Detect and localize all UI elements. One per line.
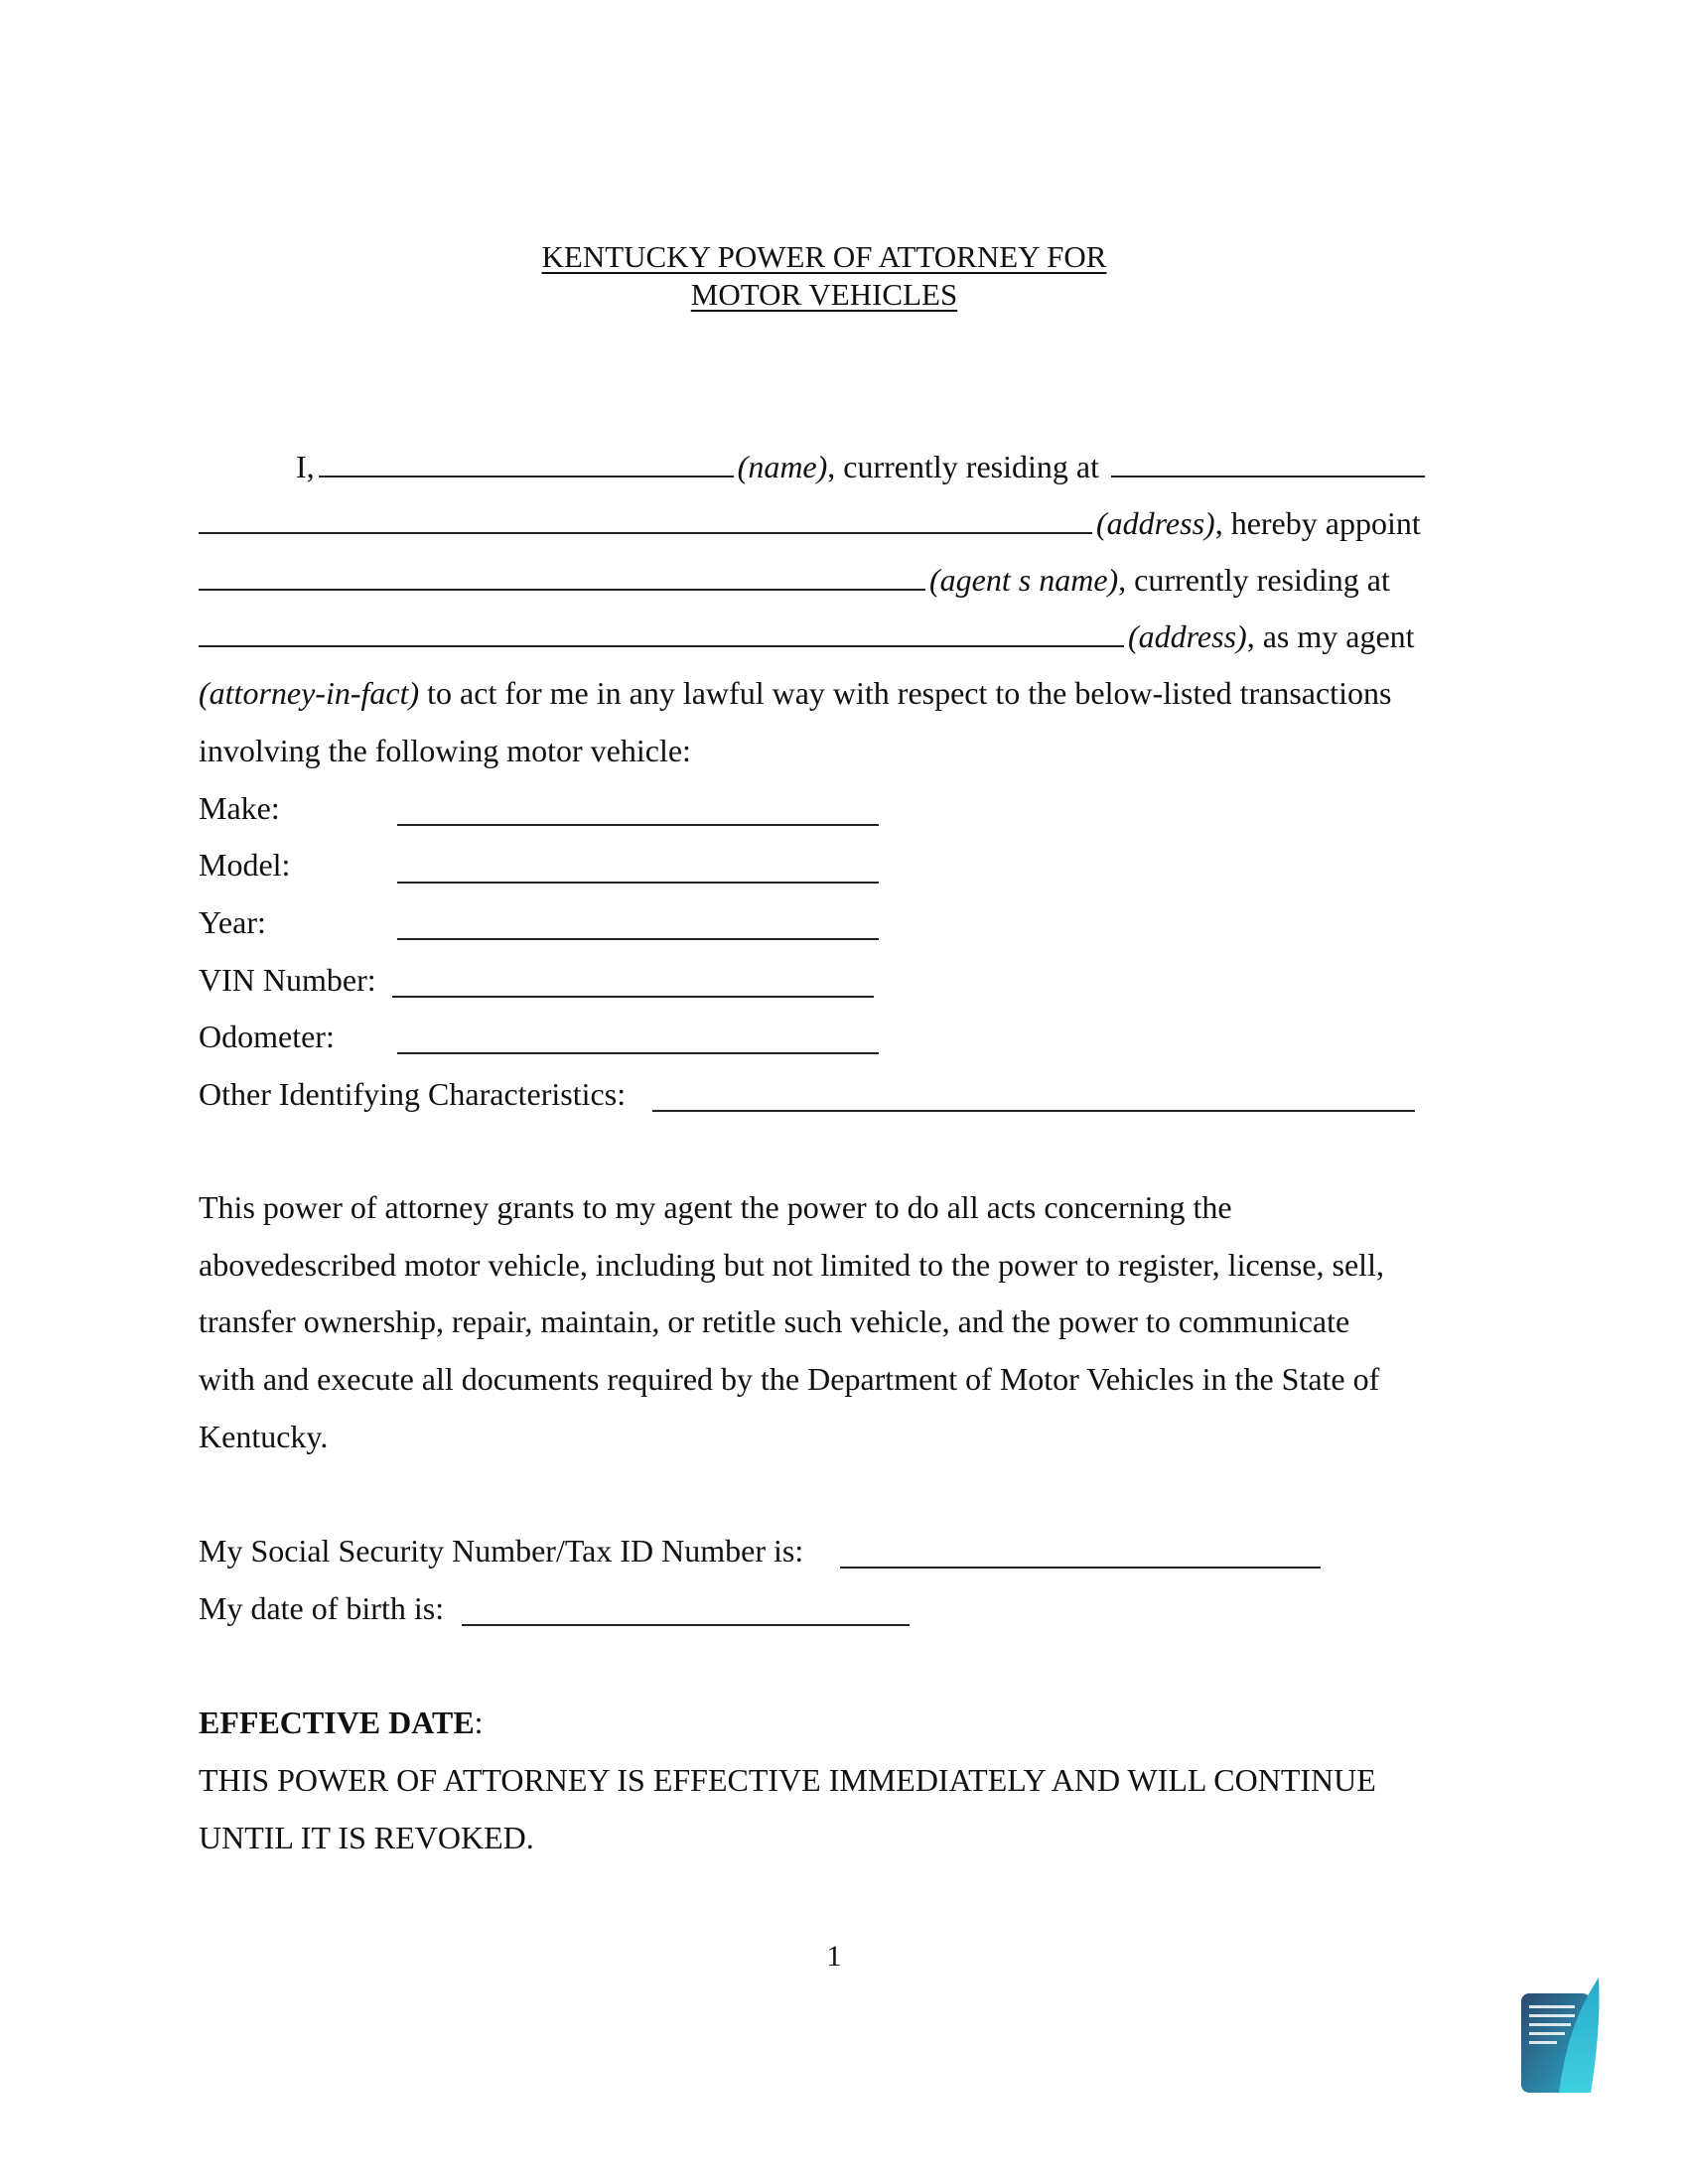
grant-line-2: abovedescribed motor vehicle, including but not limited to the power to register, license, sell, [199, 1247, 1384, 1283]
vin-blank[interactable] [392, 996, 874, 998]
grant-line-5: Kentucky. [199, 1419, 329, 1454]
intro-line-4 [199, 616, 1415, 656]
as-agent-text: , as my agent [1246, 618, 1415, 654]
ssn-label: My Social Security Number/Tax ID Number is: [199, 1533, 804, 1569]
attorney-in-fact-label: (attorney-in-fact) [199, 675, 420, 711]
document-title-line1: KENTUCKY POWER OF ATTORNEY FOR [541, 239, 1107, 274]
model-label: Model: [199, 847, 291, 883]
address-label-2: (address) [1128, 618, 1247, 654]
effective-line-1: THIS POWER OF ATTORNEY IS EFFECTIVE IMMEDIATELY AND WILL CONTINUE [199, 1762, 1376, 1798]
document-quill-icon [1519, 1976, 1603, 2095]
intro-i: I, [296, 449, 315, 484]
effective-line-2: UNTIL IT IS REVOKED. [199, 1820, 534, 1855]
act-text: to act for me in any lawful way with respect to the below-listed transactions [419, 675, 1392, 711]
dob-blank[interactable] [462, 1624, 910, 1626]
address-label-1: (address) [1096, 505, 1215, 541]
agent-address-blank[interactable] [199, 617, 1124, 647]
document-title-line2: MOTOR VEHICLES [690, 277, 958, 312]
name-label: (name) [737, 449, 828, 484]
residing-text-2: , currently residing at [1118, 562, 1390, 598]
involving-text: involving the following motor vehicle: [199, 733, 691, 768]
ssn-blank[interactable] [840, 1567, 1321, 1569]
residing-text-1: , currently residing at [827, 449, 1099, 484]
year-blank[interactable] [397, 938, 879, 940]
intro-line-6 [199, 731, 691, 770]
principal-address-blank[interactable] [199, 504, 1092, 534]
effective-date-title: EFFECTIVE DATE [199, 1705, 475, 1740]
intro-line-1 [296, 447, 1429, 486]
model-blank[interactable] [397, 882, 879, 884]
make-label: Make: [199, 790, 280, 826]
effective-date-heading [199, 1703, 484, 1742]
dob-label: My date of birth is: [199, 1590, 445, 1626]
effective-date-colon: : [474, 1705, 484, 1740]
intro-line-2 [199, 503, 1421, 543]
year-label: Year: [199, 904, 266, 940]
agent-name-label: (agent s name) [929, 562, 1119, 598]
other-characteristics-label: Other Identifying Characteristics: [199, 1076, 627, 1112]
agent-name-blank[interactable] [199, 561, 925, 591]
principal-name-blank[interactable] [319, 448, 734, 478]
page-number: 1 [826, 1940, 842, 1973]
dob-line [199, 1588, 444, 1628]
odometer-blank[interactable] [397, 1052, 879, 1054]
ssn-line [199, 1531, 803, 1570]
grant-line-1: This power of attorney grants to my agent the power to do all acts concerning the [199, 1189, 1232, 1225]
vin-label: VIN Number: [199, 962, 376, 998]
appoint-text: , hereby appoint [1214, 505, 1421, 541]
intro-line-5 [199, 673, 1391, 713]
grant-line-4: with and execute all documents required by the Department of Motor Vehicles in the State of [199, 1361, 1380, 1397]
intro-line-3 [199, 560, 1390, 600]
grant-line-3: transfer ownership, repair, maintain, or retitle such vehicle, and the power to communicate [199, 1303, 1350, 1339]
odometer-label: Odometer: [199, 1019, 335, 1054]
principal-address-blank-start[interactable] [1111, 448, 1425, 478]
make-blank[interactable] [397, 824, 879, 826]
other-characteristics-blank[interactable] [652, 1110, 1415, 1112]
